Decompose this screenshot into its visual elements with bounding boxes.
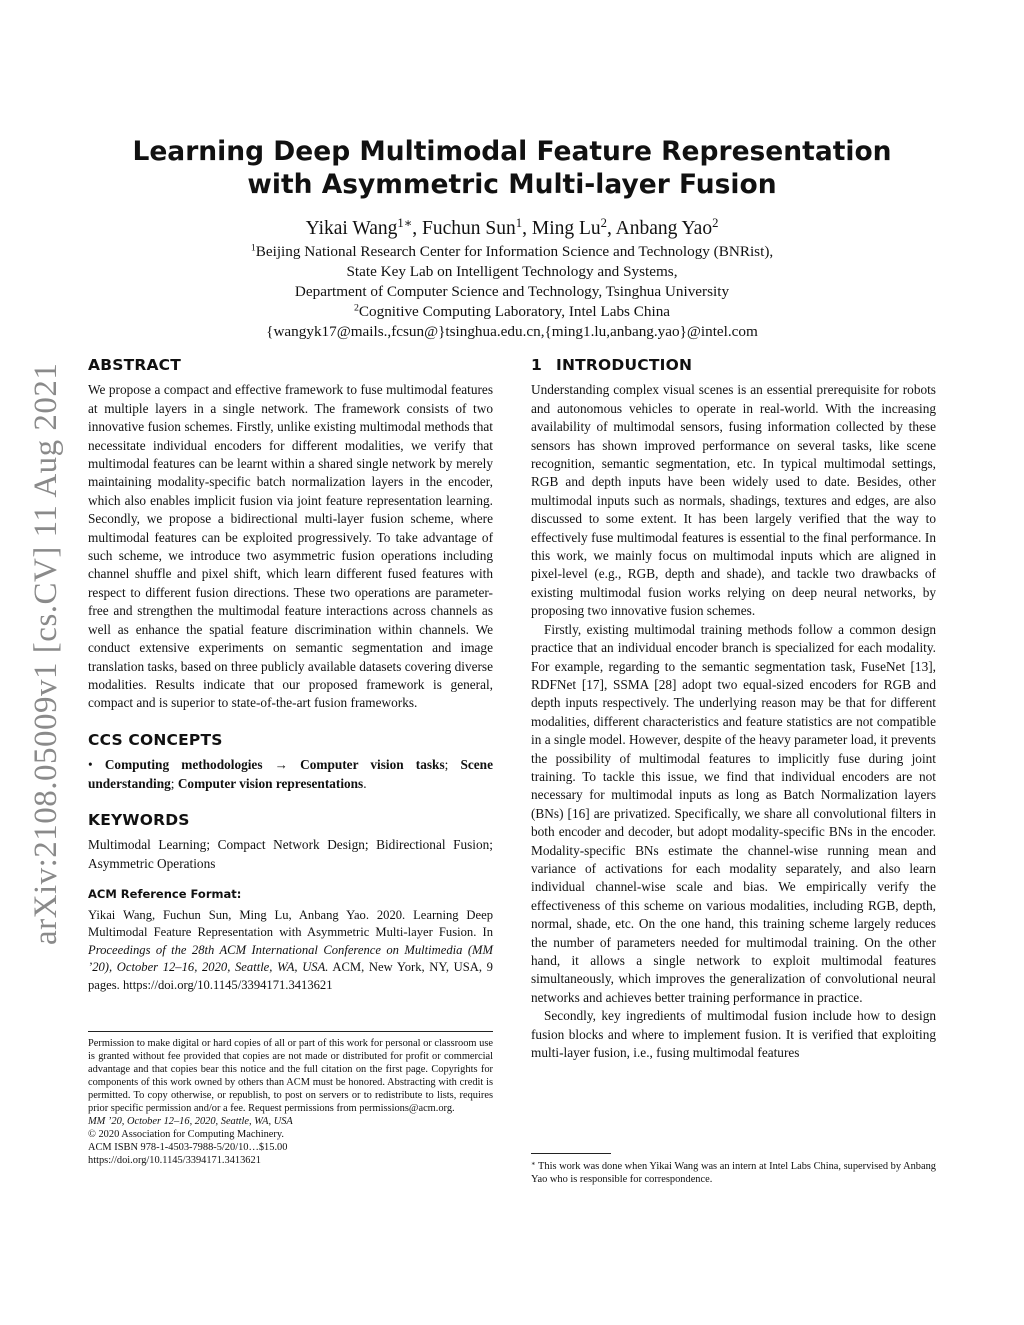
- left-column: [88, 356, 493, 994]
- paper-title: [80, 135, 944, 201]
- acm-reference-heading: ACM Reference Format:: [88, 887, 242, 902]
- author-name: , Anbang Yao: [606, 218, 713, 239]
- conference-info: MM ’20, October 12–16, 2020, Seattle, WA, USA: [88, 1116, 293, 1127]
- intro-paragraph: Secondly, key ingredients of multimodal fusion include how to design fusion blocks and where to implement fusion. It is verified that exploiting multi-layer fusion, i.e., fusing multimodal features: [531, 1008, 936, 1061]
- copyright-line: © 2020 Association for Computing Machinery.: [88, 1129, 284, 1140]
- intro-paragraph: Firstly, existing multimodal training methods follow a common design practice that an individual encoder branch is specialized for each modality. For example, regarding to the semantic segmentation task, FuseNet [13], RDFNet [17], SSMA [28] adopt two equal-sized encoders for RGB and depth inputs respectively. The underlying reason may be that for different modalities, different characteristics and feature statistics are not compatible in a single model. However, despite of the heavy parameter load, it prevents the possibility of multimodal features to implicitly fuse during joint training. To tackle this issue, we find that individual encoders are not necessary for multimodal inputs as long as Batch Normalization layers (BNs) [16] are privatized. Specifically, we share all convolutional filters in both encoder and decoder, but adopt modality-specific BNs in the encoder. Modality-specific BNs estimate the channel-wise running mean and variance of activations for each modality separately, and also learn individual channel-wise scale and bias. We empirically verify the effectiveness of this scheme on various modalities, including RGB, depth, normal, shade, etc. On the one hand, this training scheme largely reduces the number of parameters needed for multimodal training. On the other hand, it allows a single network to exploit multimodal features simultaneously, which improves the generalization of convolutional neural networks and achieves better training performance in practice.: [531, 621, 936, 1005]
- permission-block: [88, 1037, 493, 1167]
- abstract-heading: ABSTRACT: [88, 356, 182, 374]
- ccs-concepts: • Computing methodologies → Computer vision tasks; Scene understanding; Computer vision representations.: [88, 757, 493, 791]
- isbn-line: ACM ISBN 978-1-4503-7988-5/20/10…$15.00: [88, 1142, 288, 1153]
- author-name: , Fuchun Sun: [412, 218, 516, 239]
- affiliations: [80, 242, 944, 342]
- keywords-heading: KEYWORDS: [88, 810, 190, 829]
- author-list: [80, 218, 944, 240]
- author-emails: {wangyk17@mails.,fcsun@}tsinghua.edu.cn,{ming1.lu,anbang.yao}@intel.com: [266, 323, 758, 340]
- affiliation-line: Department of Computer Science and Technology, Tsinghua University: [294, 283, 730, 300]
- footnote-divider: [531, 1153, 611, 1154]
- affiliation-line: $^2$Cognitive Computing Laboratory, Intel Labs China: [353, 302, 671, 320]
- title-line-2: with Asymmetric Multi-layer Fusion: [247, 169, 777, 200]
- author-name: , Ming Lu: [522, 218, 601, 239]
- permission-divider: [88, 1031, 493, 1032]
- author-mark: 1∗: [397, 216, 413, 231]
- permission-text: Permission to make digital or hard copies of all or part of this work for personal or classroom use is granted without fee provided that copies are not made or distributed for profit or commercial advantage and that copies bear this notice and the full citation on the first page. Copyrights for components of this work owned by others than ACM must be honored. Abstracting with credit is permitted. To copy otherwise, or republish, to post on servers or to redistribute to lists, requires prior specific permission and/or a fee. Request permissions from permissions@acm.org.: [88, 1038, 493, 1114]
- author-name: Yikai Wang: [305, 218, 398, 239]
- author-mark: 2: [712, 216, 719, 231]
- title-line-1: Learning Deep Multimodal Feature Representation: [132, 136, 892, 167]
- author-mark: 2: [600, 216, 607, 231]
- author-mark: 1: [515, 216, 523, 231]
- intro-paragraph: Understanding complex visual scenes is an essential prerequisite for robots and autonomous vehicles to operate in real-world. With the increasing availability of multimodal sensors, fusing information collected by these sensors has shown improved performance on several tasks, like scene recognition, semantic segmentation, etc. In typical multimodal settings, RGB and depth inputs have been widely used to date. Besides, other multimodal inputs such as normals, shadings, textures and edges, are also discussed to some extent. It has been largely verified that the way to effectively fuse multimodal features is essential to the final performance. In this work, we mainly focus on multimodal inputs which are aligned in pixel-level (e.g., RGB, depth and shade), and tackle two drawbacks of existing multimodal fusion works relying on deep neural networks, by proposing two innovative fusion schemes.: [531, 382, 936, 619]
- affiliation-line: $^1$Beijing National Research Center for Information Science and Technology (BNRist),: [250, 242, 774, 260]
- right-column: [531, 356, 936, 1062]
- abstract-text: We propose a compact and effective framework to fuse multimodal features at multiple layers in a single network. The framework consists of two innovative fusion schemes. Firstly, unlike existing multimodal methods that necessitate individual encoders for different modalities, we verify that multimodal features can be learnt within a shared single network by merely maintaining modality-specific batch normalization layers in the encoder, which also enables implicit fusion via joint feature representation learning. Secondly, we propose a bidirectional multi-layer fusion scheme, where multimodal features can be exploited progressively. To take advantage of such scheme, we introduce two asymmetric fusion operations including channel shuffle and pixel shift, which learn different fused features with respect to different fusion directions. These two operations are parameter-free and strengthen the multimodal feature interactions across channels as well as enhance the spatial feature discrimination within channels. We conduct extensive experiments on semantic segmentation and image translation tasks, based on three publicly available datasets covering diverse modalities. Results indicate that our proposed framework is general, compact and is superior to state-of-the-art fusion frameworks.: [88, 382, 493, 711]
- affiliation-line: State Key Lab on Intelligent Technology and Systems,: [346, 263, 678, 280]
- footnote: ∗ This work was done when Yikai Wang was an intern at Intel Labs China, supervised by Anbang Yao who is responsible for correspondence.: [531, 1160, 936, 1185]
- acm-reference-text: Yikai Wang, Fuchun Sun, Ming Lu, Anbang Yao. 2020. Learning Deep Multimodal Feature Representation with Asymmetric Multi-layer Fusion. In Proceedings of the 28th ACM International Conference on Multimedia (MM ’20), October 12–16, 2020, Seattle, WA, USA. ACM, New York, NY, USA, 9 pages. https://doi.org/10.1145/3394171.3413621: [88, 907, 493, 992]
- doi-line: https://doi.org/10.1145/3394171.3413621: [88, 1155, 261, 1166]
- ccs-heading: CCS CONCEPTS: [88, 730, 223, 749]
- introduction-heading: 1 INTRODUCTION: [531, 356, 693, 374]
- arxiv-identifier: arXiv:2108.05009v1 [cs.CV] 11 Aug 2021: [28, 362, 64, 945]
- keywords-text: Multimodal Learning; Compact Network Design; Bidirectional Fusion; Asymmetric Operations: [88, 837, 493, 871]
